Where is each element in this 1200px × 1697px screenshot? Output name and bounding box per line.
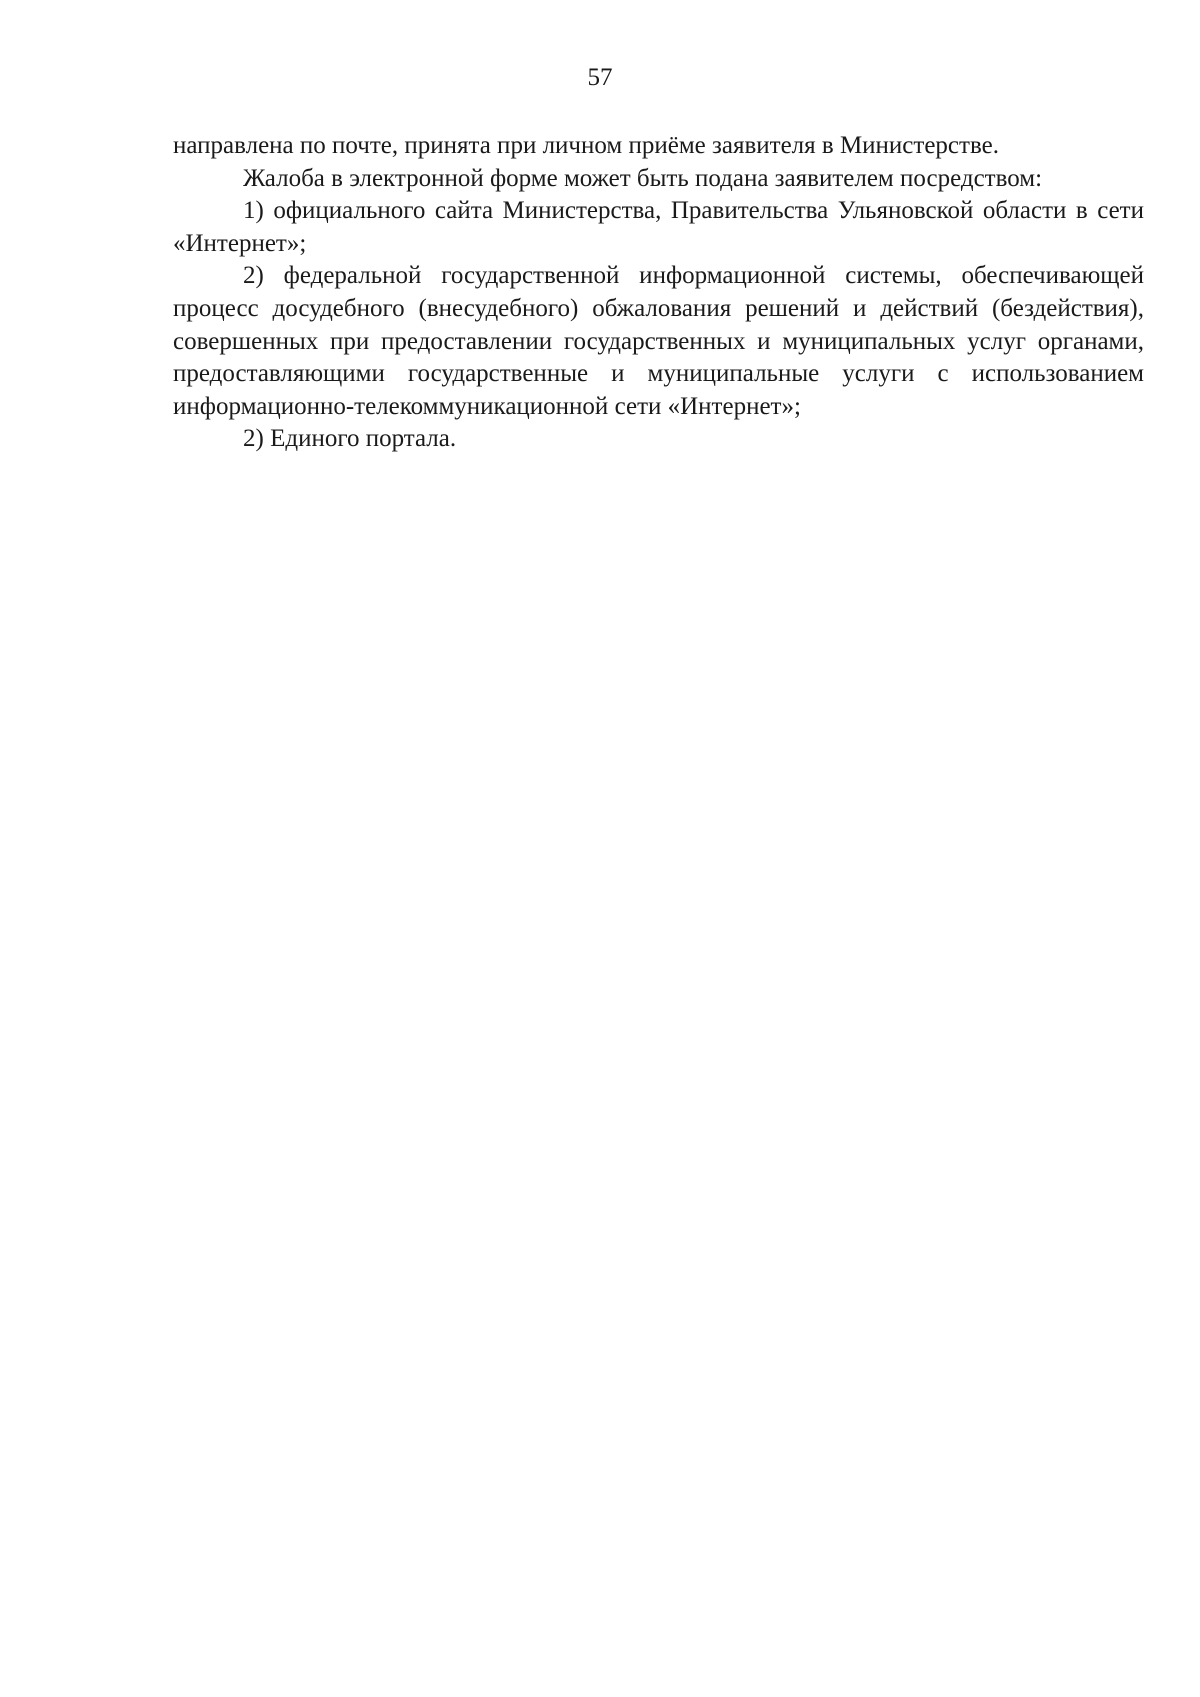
- document-body: [173, 130, 1144, 456]
- paragraph-continuation: направлена по почте, принята при личном приёме заявителя в Министерстве.: [173, 132, 999, 159]
- list-item-unified-portal: 2) Единого портала.: [243, 425, 457, 453]
- page-number: 57: [587, 64, 613, 91]
- paragraph-electronic-complaint: Жалоба в электронной форме может быть подана заявителем посредством:: [243, 164, 1043, 192]
- list-item-federal-system: 2) федеральной государственной информационной системы, обеспечивающей процесс досудебного (внесудебного) обжалования решений и действий (бездействия), совершенных при предоставлении государственных и муниципальных услуг органами, предоставляющими государственные и муниципальные услуги с использованием информационно-телекоммуникационной сети «Интернет»;: [173, 262, 1144, 420]
- list-item-official-site: 1) официального сайта Министерства, Правительства Ульяновской области в сети «Интернет»;: [173, 197, 1144, 257]
